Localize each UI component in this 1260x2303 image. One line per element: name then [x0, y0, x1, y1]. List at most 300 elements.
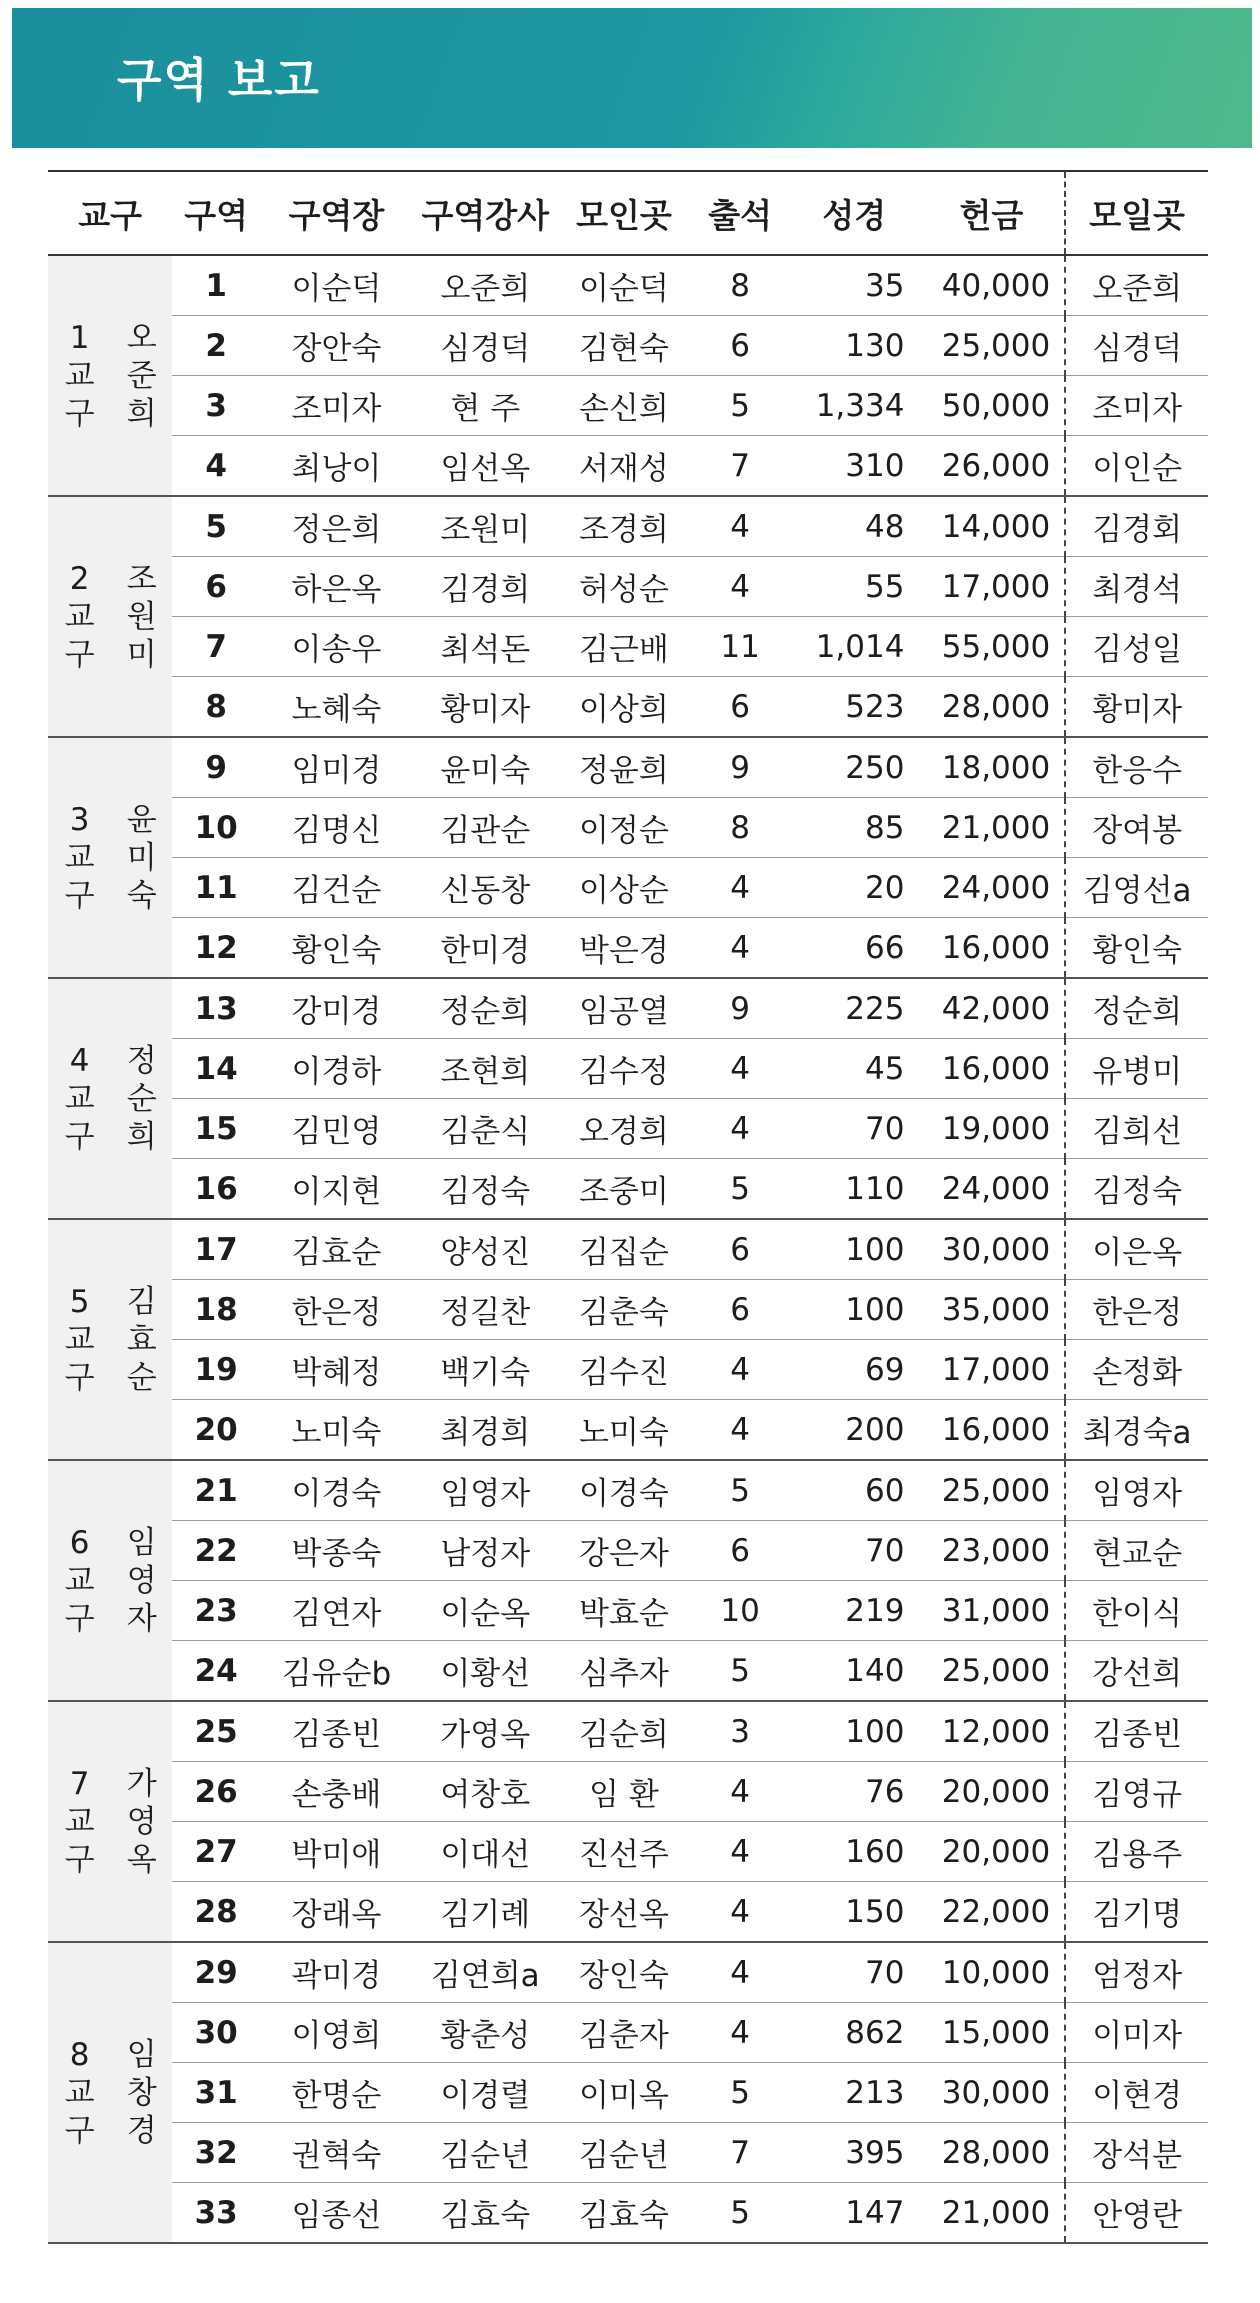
district-leader: 권혁숙 — [260, 2123, 413, 2183]
offering: 42,000 — [918, 978, 1065, 1039]
next-place: 김종빈 — [1065, 1701, 1208, 1762]
bible-count: 200 — [790, 1400, 918, 1461]
instructor: 여창호 — [413, 1762, 558, 1822]
next-place: 김희선 — [1065, 1099, 1208, 1159]
attendance: 5 — [690, 2183, 790, 2244]
next-place: 한은정 — [1065, 1280, 1208, 1340]
gyogu-char: 교 — [64, 2074, 95, 2111]
bible-count: 100 — [790, 1280, 918, 1340]
next-place: 김용주 — [1065, 1822, 1208, 1882]
attendance: 5 — [690, 2063, 790, 2123]
header-row — [48, 171, 1208, 255]
district-number: 16 — [172, 1159, 260, 1220]
attendance: 7 — [690, 436, 790, 497]
district-leader: 박혜정 — [260, 1340, 413, 1400]
gyogu-leader — [111, 1942, 172, 2243]
district-number: 28 — [172, 1882, 260, 1943]
district-leader: 노미숙 — [260, 1400, 413, 1461]
met-place: 이순덕 — [558, 255, 691, 316]
district-number: 3 — [172, 376, 260, 436]
attendance: 8 — [690, 798, 790, 858]
table-row — [48, 1762, 1208, 1822]
bible-count: 395 — [790, 2123, 918, 2183]
offering: 20,000 — [918, 1762, 1065, 1822]
offering: 22,000 — [918, 1882, 1065, 1943]
offering: 23,000 — [918, 1521, 1065, 1581]
attendance: 4 — [690, 1762, 790, 1822]
district-leader: 정은희 — [260, 496, 413, 557]
bible-count: 219 — [790, 1581, 918, 1641]
instructor: 조현희 — [413, 1039, 558, 1099]
instructor: 김효숙 — [413, 2183, 558, 2244]
district-number: 19 — [172, 1340, 260, 1400]
leader-char: 자 — [126, 1600, 157, 1637]
leader-char: 경 — [126, 2112, 157, 2149]
met-place: 서재성 — [558, 436, 691, 497]
gyogu-label — [48, 737, 111, 978]
instructor: 신동창 — [413, 858, 558, 918]
next-place: 장석분 — [1065, 2123, 1208, 2183]
district-leader: 강미경 — [260, 978, 413, 1039]
gyogu-label — [48, 255, 111, 496]
met-place: 조경희 — [558, 496, 691, 557]
met-place: 노미숙 — [558, 1400, 691, 1461]
table-row — [48, 1641, 1208, 1702]
gyogu-char: 교 — [64, 357, 95, 394]
met-place: 임 환 — [558, 1762, 691, 1822]
offering: 30,000 — [918, 1219, 1065, 1280]
gyogu-char: 8 — [69, 2036, 90, 2073]
table-row — [48, 1159, 1208, 1220]
attendance: 6 — [690, 1219, 790, 1280]
leader-char: 윤 — [126, 801, 157, 838]
gyogu-label — [48, 1219, 111, 1460]
leader-char: 가 — [126, 1765, 157, 1802]
met-place: 김순희 — [558, 1701, 691, 1762]
leader-char: 김 — [126, 1283, 157, 1320]
instructor: 이대선 — [413, 1822, 558, 1882]
instructor: 남정자 — [413, 1521, 558, 1581]
district-number: 17 — [172, 1219, 260, 1280]
gyogu-char: 5 — [69, 1283, 90, 1320]
gyogu-char: 교 — [64, 839, 95, 876]
met-place: 진선주 — [558, 1822, 691, 1882]
instructor: 최석돈 — [413, 617, 558, 677]
met-place: 심추자 — [558, 1641, 691, 1702]
instructor: 황미자 — [413, 677, 558, 738]
attendance: 4 — [690, 918, 790, 979]
instructor: 심경덕 — [413, 316, 558, 376]
offering: 30,000 — [918, 2063, 1065, 2123]
header-bible: 성경 — [790, 171, 918, 255]
offering: 25,000 — [918, 1460, 1065, 1521]
gyogu-leader — [111, 978, 172, 1219]
offering: 25,000 — [918, 316, 1065, 376]
met-place: 이상희 — [558, 677, 691, 738]
met-place: 박효순 — [558, 1581, 691, 1641]
table-row — [48, 918, 1208, 979]
table-row — [48, 978, 1208, 1039]
district-leader: 박미애 — [260, 1822, 413, 1882]
gyogu-label — [48, 1460, 111, 1701]
district-leader: 이순덕 — [260, 255, 413, 316]
bible-count: 100 — [790, 1219, 918, 1280]
bible-count: 85 — [790, 798, 918, 858]
next-place: 안영란 — [1065, 2183, 1208, 2244]
bible-count: 225 — [790, 978, 918, 1039]
page-title: 구역 보고 — [117, 53, 321, 107]
district-report-table — [48, 170, 1208, 2244]
gyogu-leader — [111, 737, 172, 978]
met-place: 김현숙 — [558, 316, 691, 376]
met-place: 손신희 — [558, 376, 691, 436]
district-leader: 박종숙 — [260, 1521, 413, 1581]
bible-count: 130 — [790, 316, 918, 376]
next-place: 이은옥 — [1065, 1219, 1208, 1280]
instructor: 황춘성 — [413, 2003, 558, 2063]
attendance: 8 — [690, 255, 790, 316]
met-place: 김집순 — [558, 1219, 691, 1280]
district-number: 12 — [172, 918, 260, 979]
next-place: 김경회 — [1065, 496, 1208, 557]
table-row — [48, 255, 1208, 316]
instructor: 정순희 — [413, 978, 558, 1039]
offering: 40,000 — [918, 255, 1065, 316]
leader-char: 숙 — [126, 877, 157, 914]
met-place: 김수정 — [558, 1039, 691, 1099]
table-row — [48, 2063, 1208, 2123]
leader-char: 영 — [126, 1803, 157, 1840]
district-leader: 김종빈 — [260, 1701, 413, 1762]
attendance: 4 — [690, 1882, 790, 1943]
met-place: 이경숙 — [558, 1460, 691, 1521]
gyogu-char: 구 — [64, 636, 95, 673]
bible-count: 35 — [790, 255, 918, 316]
bible-count: 48 — [790, 496, 918, 557]
leader-char: 효 — [126, 1321, 157, 1358]
gyogu-leader — [111, 255, 172, 496]
district-number: 30 — [172, 2003, 260, 2063]
attendance: 4 — [690, 557, 790, 617]
district-number: 20 — [172, 1400, 260, 1461]
met-place: 김수진 — [558, 1340, 691, 1400]
offering: 12,000 — [918, 1701, 1065, 1762]
offering: 55,000 — [918, 617, 1065, 677]
met-place: 정윤희 — [558, 737, 691, 798]
table-row — [48, 1581, 1208, 1641]
next-place: 김정숙 — [1065, 1159, 1208, 1220]
table-row — [48, 2123, 1208, 2183]
offering: 16,000 — [918, 918, 1065, 979]
district-number: 14 — [172, 1039, 260, 1099]
table-row — [48, 1942, 1208, 2003]
header-attendance: 출석 — [690, 171, 790, 255]
attendance: 5 — [690, 1641, 790, 1702]
instructor: 김기례 — [413, 1882, 558, 1943]
met-place: 김춘자 — [558, 2003, 691, 2063]
table-row — [48, 1400, 1208, 1461]
district-number: 22 — [172, 1521, 260, 1581]
met-place: 김순년 — [558, 2123, 691, 2183]
bible-count: 60 — [790, 1460, 918, 1521]
district-leader: 김건순 — [260, 858, 413, 918]
gyogu-char: 3 — [69, 801, 90, 838]
attendance: 9 — [690, 737, 790, 798]
gyogu-char: 6 — [69, 1524, 90, 1561]
district-leader: 손충배 — [260, 1762, 413, 1822]
leader-char: 임 — [126, 1524, 157, 1561]
district-number: 23 — [172, 1581, 260, 1641]
header-guyeok: 구역 — [172, 171, 260, 255]
offering: 31,000 — [918, 1581, 1065, 1641]
table-row — [48, 798, 1208, 858]
district-number: 25 — [172, 1701, 260, 1762]
next-place: 장여봉 — [1065, 798, 1208, 858]
offering: 17,000 — [918, 1340, 1065, 1400]
met-place: 장인숙 — [558, 1942, 691, 2003]
leader-char: 원 — [126, 598, 157, 635]
gyogu-char: 교 — [64, 1321, 95, 1358]
title-banner — [12, 8, 1252, 148]
district-number: 29 — [172, 1942, 260, 2003]
table-row — [48, 557, 1208, 617]
next-place: 강선희 — [1065, 1641, 1208, 1702]
district-number: 11 — [172, 858, 260, 918]
district-number: 1 — [172, 255, 260, 316]
instructor: 김정숙 — [413, 1159, 558, 1220]
district-leader: 김유순b — [260, 1641, 413, 1702]
gyogu-char: 1 — [69, 319, 90, 356]
leader-char: 영 — [126, 1562, 157, 1599]
next-place: 이미자 — [1065, 2003, 1208, 2063]
attendance: 6 — [690, 1280, 790, 1340]
district-number: 27 — [172, 1822, 260, 1882]
gyogu-char: 구 — [64, 1600, 95, 1637]
table-row — [48, 2183, 1208, 2244]
table-row — [48, 1099, 1208, 1159]
instructor: 현 주 — [413, 376, 558, 436]
district-leader: 노혜숙 — [260, 677, 413, 738]
offering: 26,000 — [918, 436, 1065, 497]
instructor: 조원미 — [413, 496, 558, 557]
gyogu-char: 구 — [64, 1118, 95, 1155]
leader-char: 미 — [126, 839, 157, 876]
instructor: 임영자 — [413, 1460, 558, 1521]
bible-count: 100 — [790, 1701, 918, 1762]
district-leader: 이지현 — [260, 1159, 413, 1220]
offering: 21,000 — [918, 798, 1065, 858]
offering: 17,000 — [918, 557, 1065, 617]
district-leader: 임종선 — [260, 2183, 413, 2244]
instructor: 김순년 — [413, 2123, 558, 2183]
leader-char: 순 — [126, 1080, 157, 1117]
offering: 15,000 — [918, 2003, 1065, 2063]
attendance: 4 — [690, 1340, 790, 1400]
district-number: 7 — [172, 617, 260, 677]
table-row — [48, 1701, 1208, 1762]
next-place: 현교순 — [1065, 1521, 1208, 1581]
table-row — [48, 1039, 1208, 1099]
district-number: 21 — [172, 1460, 260, 1521]
gyogu-label — [48, 496, 111, 737]
instructor: 양성진 — [413, 1219, 558, 1280]
bible-count: 70 — [790, 1942, 918, 2003]
offering: 28,000 — [918, 677, 1065, 738]
district-leader: 김명신 — [260, 798, 413, 858]
gyogu-label — [48, 1701, 111, 1942]
offering: 20,000 — [918, 1822, 1065, 1882]
header-gyogu: 교구 — [48, 171, 172, 255]
next-place: 김영선a — [1065, 858, 1208, 918]
met-place: 이상순 — [558, 858, 691, 918]
gyogu-label — [48, 1942, 111, 2243]
attendance: 5 — [690, 376, 790, 436]
offering: 28,000 — [918, 2123, 1065, 2183]
offering: 24,000 — [918, 858, 1065, 918]
attendance: 5 — [690, 1460, 790, 1521]
bible-count: 70 — [790, 1521, 918, 1581]
next-place: 이현경 — [1065, 2063, 1208, 2123]
instructor: 백기숙 — [413, 1340, 558, 1400]
gyogu-char: 구 — [64, 2112, 95, 2149]
district-number: 13 — [172, 978, 260, 1039]
district-number: 33 — [172, 2183, 260, 2244]
next-place: 최경숙a — [1065, 1400, 1208, 1461]
gyogu-char: 교 — [64, 1562, 95, 1599]
header-met-place: 모인곳 — [558, 171, 691, 255]
gyogu-char: 7 — [69, 1765, 90, 1802]
district-number: 24 — [172, 1641, 260, 1702]
district-number: 32 — [172, 2123, 260, 2183]
bible-count: 45 — [790, 1039, 918, 1099]
next-place: 한응수 — [1065, 737, 1208, 798]
instructor: 이경렬 — [413, 2063, 558, 2123]
leader-char: 오 — [126, 319, 157, 356]
offering: 16,000 — [918, 1039, 1065, 1099]
gyogu-char: 구 — [64, 877, 95, 914]
instructor: 정길찬 — [413, 1280, 558, 1340]
district-leader: 김효순 — [260, 1219, 413, 1280]
table-row — [48, 1280, 1208, 1340]
district-leader: 한명순 — [260, 2063, 413, 2123]
header-instructor: 구역강사 — [413, 171, 558, 255]
district-number: 4 — [172, 436, 260, 497]
attendance: 3 — [690, 1701, 790, 1762]
leader-char: 임 — [126, 2036, 157, 2073]
met-place: 김효숙 — [558, 2183, 691, 2244]
gyogu-leader — [111, 1701, 172, 1942]
offering: 25,000 — [918, 1641, 1065, 1702]
attendance: 4 — [690, 2003, 790, 2063]
district-leader: 한은정 — [260, 1280, 413, 1340]
district-number: 5 — [172, 496, 260, 557]
attendance: 4 — [690, 1400, 790, 1461]
district-leader: 임미경 — [260, 737, 413, 798]
table-row — [48, 617, 1208, 677]
bible-count: 1,014 — [790, 617, 918, 677]
next-place: 황미자 — [1065, 677, 1208, 738]
bible-count: 213 — [790, 2063, 918, 2123]
gyogu-char: 구 — [64, 395, 95, 432]
met-place: 임공열 — [558, 978, 691, 1039]
attendance: 4 — [690, 1099, 790, 1159]
table-row — [48, 858, 1208, 918]
instructor: 김경희 — [413, 557, 558, 617]
table-row — [48, 737, 1208, 798]
attendance: 4 — [690, 1942, 790, 2003]
district-number: 8 — [172, 677, 260, 738]
offering: 10,000 — [918, 1942, 1065, 2003]
attendance: 10 — [690, 1581, 790, 1641]
table-row — [48, 1882, 1208, 1943]
bible-count: 140 — [790, 1641, 918, 1702]
district-leader: 조미자 — [260, 376, 413, 436]
district-leader: 곽미경 — [260, 1942, 413, 2003]
leader-char: 미 — [126, 636, 157, 673]
next-place: 김영규 — [1065, 1762, 1208, 1822]
gyogu-char: 2 — [69, 560, 90, 597]
table-row — [48, 1822, 1208, 1882]
instructor: 최경희 — [413, 1400, 558, 1461]
gyogu-char: 교 — [64, 598, 95, 635]
bible-count: 69 — [790, 1340, 918, 1400]
attendance: 7 — [690, 2123, 790, 2183]
next-place: 김성일 — [1065, 617, 1208, 677]
offering: 14,000 — [918, 496, 1065, 557]
district-leader: 장래옥 — [260, 1882, 413, 1943]
met-place: 허성순 — [558, 557, 691, 617]
attendance: 6 — [690, 1521, 790, 1581]
table-row — [48, 1521, 1208, 1581]
district-leader: 김민영 — [260, 1099, 413, 1159]
attendance: 6 — [690, 316, 790, 376]
gyogu-char: 교 — [64, 1803, 95, 1840]
header-leader: 구역장 — [260, 171, 413, 255]
instructor: 오준희 — [413, 255, 558, 316]
bible-count: 20 — [790, 858, 918, 918]
bible-count: 862 — [790, 2003, 918, 2063]
district-number: 10 — [172, 798, 260, 858]
attendance: 6 — [690, 677, 790, 738]
district-leader: 장안숙 — [260, 316, 413, 376]
attendance: 5 — [690, 1159, 790, 1220]
offering: 19,000 — [918, 1099, 1065, 1159]
next-place: 김기명 — [1065, 1882, 1208, 1943]
instructor: 김관순 — [413, 798, 558, 858]
leader-char: 정 — [126, 1042, 157, 1079]
gyogu-char: 4 — [69, 1042, 90, 1079]
district-number: 9 — [172, 737, 260, 798]
district-leader: 하은옥 — [260, 557, 413, 617]
gyogu-char: 교 — [64, 1080, 95, 1117]
leader-char: 준 — [126, 357, 157, 394]
met-place: 김춘숙 — [558, 1280, 691, 1340]
table-body — [48, 255, 1208, 2243]
offering: 35,000 — [918, 1280, 1065, 1340]
bible-count: 76 — [790, 1762, 918, 1822]
next-place: 오준희 — [1065, 255, 1208, 316]
next-place: 정순희 — [1065, 978, 1208, 1039]
met-place: 박은경 — [558, 918, 691, 979]
header-next-place: 모일곳 — [1065, 171, 1208, 255]
table-row — [48, 436, 1208, 497]
attendance: 4 — [690, 1822, 790, 1882]
met-place: 이미옥 — [558, 2063, 691, 2123]
gyogu-label — [48, 978, 111, 1219]
table-row — [48, 316, 1208, 376]
next-place: 한이식 — [1065, 1581, 1208, 1641]
header-offering: 헌금 — [918, 171, 1065, 255]
